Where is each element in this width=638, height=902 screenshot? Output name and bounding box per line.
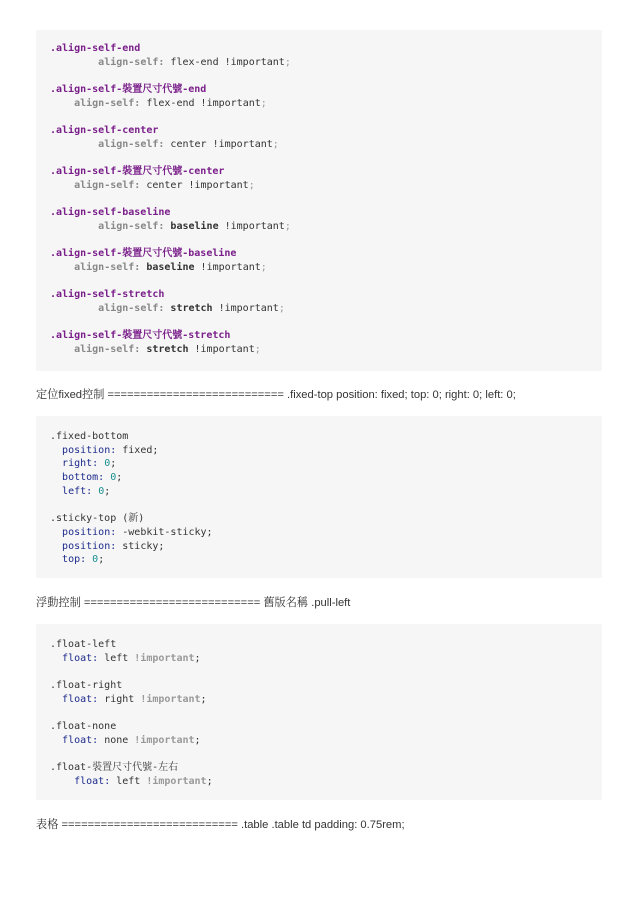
declaration-line <box>50 734 588 748</box>
css-property: align-self: <box>74 97 141 109</box>
css-value: baseline <box>164 220 225 232</box>
declaration-line <box>50 56 588 70</box>
css-selector: .align-self-baseline <box>50 207 171 219</box>
semicolon: ; <box>200 693 207 705</box>
css-value: flex-end <box>140 97 201 109</box>
declaration-line <box>50 179 588 193</box>
css-value: left <box>110 775 147 787</box>
css-value: fixed; <box>116 444 159 456</box>
indent <box>50 57 98 68</box>
declaration-line <box>50 97 588 111</box>
css-value: 0 <box>98 485 105 497</box>
paragraph-float: 浮動控制 =========================== 舊版名稱 .pull-left <box>36 597 351 609</box>
paragraph-fixed: 定位fixed控制 =========================== .fixed-top position: fixed; top: 0; right: 0; left: 0; <box>36 389 516 401</box>
indent <box>50 653 62 664</box>
blank-line <box>50 706 588 720</box>
code-lines <box>50 42 588 357</box>
semicolon: ; <box>284 56 291 68</box>
paragraph-table: 表格 =========================== .table .table td padding: 0.75rem; <box>36 819 405 831</box>
declaration-line <box>50 775 588 789</box>
selector-line <box>50 430 588 444</box>
code-block-float <box>36 624 602 800</box>
indent <box>50 554 62 565</box>
declaration-line <box>50 302 588 316</box>
blank-line <box>50 152 588 166</box>
declaration-line <box>50 343 588 357</box>
css-property: float: <box>74 775 111 787</box>
css-property: left: <box>62 485 93 497</box>
css-selector: .align-self-center <box>50 125 159 137</box>
semicolon: ; <box>278 303 285 315</box>
selector-line <box>50 329 588 343</box>
blank-line <box>50 275 588 289</box>
semicolon: ; <box>248 179 255 191</box>
indent <box>50 776 74 787</box>
css-selector: .float-right <box>50 680 123 692</box>
css-property: align-self: <box>98 56 165 68</box>
css-selector: .align-self-裝置尺寸代號-end <box>50 84 207 96</box>
selector-line <box>50 42 588 56</box>
css-value: flex-end <box>164 56 225 68</box>
css-property: bottom: <box>62 472 105 484</box>
css-selector: .float-left <box>50 639 117 650</box>
declaration-line <box>50 652 588 666</box>
indent <box>50 262 74 273</box>
semicolon: ; <box>272 138 279 150</box>
indent <box>50 458 62 469</box>
important-flag: !important <box>134 652 195 664</box>
important-flag: !important <box>224 220 285 232</box>
semicolon: ; <box>260 97 267 109</box>
declaration-line <box>50 553 588 567</box>
css-value: center <box>140 179 189 191</box>
indent <box>50 527 62 538</box>
css-selector: .align-self-stretch <box>50 289 165 301</box>
selector-line <box>50 679 588 693</box>
selector-line <box>50 761 588 775</box>
indent <box>50 472 62 483</box>
css-value: 0 <box>104 458 111 470</box>
selector-line <box>50 206 588 220</box>
css-value: 0 <box>110 472 117 484</box>
declaration-line <box>50 457 588 471</box>
indent <box>50 180 74 191</box>
css-property: position: <box>62 526 117 538</box>
declaration-line <box>50 220 588 234</box>
selector-line <box>50 165 588 179</box>
css-selector: .sticky-top (新) <box>50 513 145 525</box>
blank-line <box>50 316 588 330</box>
css-selector: .float-裝置尺寸代號-左右 <box>50 762 179 774</box>
important-flag: !important <box>224 56 285 68</box>
selector-line <box>50 83 588 97</box>
indent <box>50 735 62 746</box>
css-property: right: <box>62 458 99 470</box>
indent <box>50 221 98 232</box>
declaration-line <box>50 526 588 540</box>
declaration-line <box>50 540 588 554</box>
css-selector: .align-self-end <box>50 43 141 54</box>
semicolon: ; <box>104 485 111 497</box>
declaration-line <box>50 138 588 152</box>
css-selector: .fixed-bottom <box>50 431 129 442</box>
css-property: align-self: <box>74 344 141 356</box>
code-block-fixed <box>36 416 602 578</box>
declaration-line <box>50 693 588 707</box>
css-selector: .float-none <box>50 721 117 733</box>
css-property: align-self: <box>98 138 165 150</box>
declaration-line <box>50 471 588 485</box>
selector-line <box>50 247 588 261</box>
selector-line <box>50 720 588 734</box>
indent <box>50 139 98 150</box>
css-value: left <box>98 652 135 664</box>
css-selector: .align-self-裝置尺寸代號-baseline <box>50 248 237 260</box>
important-flag: !important <box>200 97 261 109</box>
semicolon: ; <box>284 220 291 232</box>
semicolon: ; <box>98 554 105 566</box>
css-property: float: <box>62 693 99 705</box>
semicolon: ; <box>260 262 267 273</box>
important-flag: !important <box>134 734 195 746</box>
important-flag: !important <box>200 262 261 273</box>
blank-line <box>50 665 588 679</box>
css-value: sticky; <box>116 540 165 552</box>
indent <box>50 694 62 705</box>
important-flag: !important <box>194 344 255 356</box>
selector-line <box>50 638 588 652</box>
declaration-line <box>50 485 588 499</box>
selector-line <box>50 124 588 138</box>
code-lines <box>50 430 588 567</box>
css-property: align-self: <box>98 303 165 315</box>
indent <box>50 445 62 456</box>
css-value: center <box>164 138 213 150</box>
css-value: -webkit-sticky; <box>116 526 213 538</box>
important-flag: !important <box>146 775 207 787</box>
indent <box>50 98 74 109</box>
css-property: align-self: <box>74 262 141 273</box>
css-property: position: <box>62 540 117 552</box>
css-selector: .align-self-裝置尺寸代號-stretch <box>50 330 231 342</box>
document-page <box>36 30 602 836</box>
css-value: 0 <box>92 554 99 566</box>
selector-line <box>50 512 588 526</box>
blank-line <box>50 234 588 248</box>
css-value: right <box>98 693 141 705</box>
css-selector: .align-self-裝置尺寸代號-center <box>50 166 225 178</box>
blank-line <box>50 498 588 512</box>
semicolon: ; <box>254 344 261 356</box>
indent <box>50 541 62 552</box>
important-flag: !important <box>140 693 201 705</box>
important-flag: !important <box>212 138 273 150</box>
css-property: float: <box>62 734 99 746</box>
semicolon: ; <box>206 775 213 787</box>
blank-line <box>50 748 588 762</box>
semicolon: ; <box>110 458 117 470</box>
semicolon: ; <box>194 734 201 746</box>
css-value: baseline <box>140 262 201 273</box>
indent <box>50 344 74 355</box>
semicolon: ; <box>116 472 123 484</box>
code-lines <box>50 638 588 789</box>
css-property: top: <box>62 554 87 566</box>
declaration-line <box>50 261 588 275</box>
declaration-line <box>50 444 588 458</box>
important-flag: !important <box>218 303 279 315</box>
css-value: stretch <box>140 344 195 356</box>
css-property: align-self: <box>74 179 141 191</box>
css-property: position: <box>62 444 117 456</box>
important-flag: !important <box>188 179 249 191</box>
blank-line <box>50 110 588 124</box>
css-value: stretch <box>164 303 219 315</box>
code-block-align-self <box>36 30 602 371</box>
selector-line <box>50 288 588 302</box>
blank-line <box>50 193 588 207</box>
css-property: align-self: <box>98 220 165 232</box>
blank-line <box>50 69 588 83</box>
css-property: float: <box>62 652 99 664</box>
indent <box>50 486 62 497</box>
semicolon: ; <box>194 652 201 664</box>
css-value: none <box>98 734 135 746</box>
indent <box>50 303 98 314</box>
